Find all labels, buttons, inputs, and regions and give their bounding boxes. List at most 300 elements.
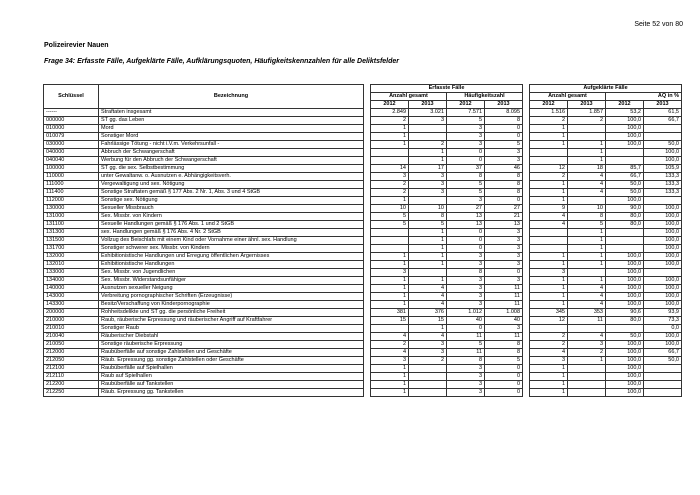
erfasst-2013-cell: 2 [409, 357, 447, 365]
hz-2013-cell: 0 [485, 125, 523, 133]
column-gap [523, 285, 530, 293]
aq-2012-cell: 100,0 [606, 261, 644, 269]
header-year: 2012 [606, 101, 644, 109]
aq-2013-cell [644, 373, 682, 381]
aufgeklaert-2013-cell: 1 [568, 277, 606, 285]
aufgeklaert-2012-cell: 9 [530, 205, 568, 213]
aufgeklaert-2013-cell: 11 [568, 317, 606, 325]
aq-2013-cell: 61,5 [644, 109, 682, 117]
erfasst-2013-cell: 17 [409, 165, 447, 173]
column-gap [523, 85, 530, 109]
aufgeklaert-2012-cell: 12 [530, 317, 568, 325]
aq-2013-cell: 133,3 [644, 189, 682, 197]
aq-2012-cell: 100,0 [606, 277, 644, 285]
aq-2013-cell: 133,3 [644, 181, 682, 189]
aufgeklaert-2013-cell: 4 [568, 333, 606, 341]
erfasst-2013-cell: 4 [409, 293, 447, 301]
erfasst-2012-cell: 4 [371, 333, 409, 341]
table-row [44, 349, 682, 357]
hz-2012-cell: 5 [447, 341, 485, 349]
hz-2013-cell: 0 [485, 389, 523, 397]
row-name-cell: Sex. Missbr. Widerstandsunfähiger [99, 277, 364, 285]
table-row [44, 197, 682, 205]
row-key-cell: 210050 [44, 341, 99, 349]
aufgeklaert-2013-cell: 1 [568, 261, 606, 269]
column-gap [364, 277, 371, 285]
column-gap [523, 277, 530, 285]
erfasst-2013-cell [409, 197, 447, 205]
aq-2013-cell [644, 133, 682, 141]
row-name-cell: Exhibitionistische Handlungen und Erregung öffentlichen Ärgernisses [99, 253, 364, 261]
row-key-cell: 131300 [44, 229, 99, 237]
aufgeklaert-2013-cell: 4 [568, 181, 606, 189]
erfasst-2013-cell [409, 373, 447, 381]
aufgeklaert-2012-cell: 1 [530, 125, 568, 133]
table-row [44, 365, 682, 373]
hz-2013-cell: 8 [485, 117, 523, 125]
column-gap [523, 141, 530, 149]
aufgeklaert-2012-cell [530, 325, 568, 333]
row-key-cell: 140000 [44, 285, 99, 293]
hz-2013-cell: 46 [485, 165, 523, 173]
column-gap [364, 261, 371, 269]
hz-2012-cell: 3 [447, 373, 485, 381]
column-gap [523, 149, 530, 157]
aq-2013-cell: 100,0 [644, 277, 682, 285]
erfasst-2013-cell: 1 [409, 245, 447, 253]
column-gap [523, 325, 530, 333]
aufgeklaert-2012-cell: 2 [530, 117, 568, 125]
column-gap [523, 133, 530, 141]
column-gap [364, 325, 371, 333]
table-row [44, 165, 682, 173]
aufgeklaert-2013-cell: 18 [568, 165, 606, 173]
row-key-cell: 131500 [44, 237, 99, 245]
hz-2013-cell: 11 [485, 301, 523, 309]
column-gap [364, 333, 371, 341]
row-key-cell: 130000 [44, 205, 99, 213]
table-row [44, 133, 682, 141]
aq-2013-cell [644, 389, 682, 397]
column-gap [364, 229, 371, 237]
aufgeklaert-2013-cell [568, 269, 606, 277]
aq-2013-cell: 100,0 [644, 229, 682, 237]
erfasst-2013-cell: 1 [409, 261, 447, 269]
aufgeklaert-2013-cell: 4 [568, 173, 606, 181]
hz-2012-cell: 3 [447, 285, 485, 293]
row-name-cell: Raubüberfälle auf Tankstellen [99, 381, 364, 389]
erfasst-2012-cell: 3 [371, 173, 409, 181]
row-name-cell: Raubüberfälle auf Spielhallen [99, 365, 364, 373]
hz-2012-cell: 27 [447, 205, 485, 213]
aq-2013-cell: 66,7 [644, 349, 682, 357]
hz-2013-cell: 5 [485, 357, 523, 365]
aq-2013-cell: 100,0 [644, 221, 682, 229]
hz-2012-cell: 0 [447, 157, 485, 165]
table-row [44, 389, 682, 397]
aufgeklaert-2013-cell: 10 [568, 205, 606, 213]
row-key-cell: 030000 [44, 141, 99, 149]
aufgeklaert-2013-cell: 2 [568, 349, 606, 357]
row-key-cell: 132000 [44, 253, 99, 261]
row-key-cell: 143300 [44, 301, 99, 309]
table-row [44, 285, 682, 293]
aq-2013-cell: 100,0 [644, 213, 682, 221]
erfasst-2013-cell: 3.021 [409, 109, 447, 117]
aufgeklaert-2012-cell: 1 [530, 285, 568, 293]
aq-2012-cell: 100,0 [606, 125, 644, 133]
aq-2012-cell: 100,0 [606, 301, 644, 309]
column-gap [364, 373, 371, 381]
table-caption: Frage 34: Erfasste Fälle, Aufgeklärte Fälle, Aufklärungsquoten, Häufigkeitskennzahlen für alle Deliktsfelder [44, 58, 400, 65]
erfasst-2013-cell [409, 125, 447, 133]
aufgeklaert-2012-cell: 4 [530, 221, 568, 229]
row-name-cell: sex. Handlungen gemäß § 176 Abs. 4 Nr. 2 StGB [99, 229, 364, 237]
aufgeklaert-2013-cell: 5 [568, 221, 606, 229]
aq-2012-cell: 50,0 [606, 181, 644, 189]
row-key-cell: ------ [44, 109, 99, 117]
aufgeklaert-2012-cell [530, 245, 568, 253]
erfasst-2013-cell: 3 [409, 349, 447, 357]
header-aq-percent: AQ in % [606, 93, 682, 101]
aufgeklaert-2012-cell: 1 [530, 189, 568, 197]
row-key-cell: 040000 [44, 149, 99, 157]
erfasst-2012-cell [371, 245, 409, 253]
hz-2013-cell: 27 [485, 205, 523, 213]
aufgeklaert-2012-cell: 4 [530, 349, 568, 357]
table-row [44, 109, 682, 117]
table-row [44, 125, 682, 133]
hz-2013-cell: 0 [485, 269, 523, 277]
aufgeklaert-2013-cell: 4 [568, 293, 606, 301]
hz-2013-cell: 3 [485, 149, 523, 157]
aq-2012-cell [606, 157, 644, 165]
aufgeklaert-2012-cell: 1 [530, 277, 568, 285]
column-gap [523, 317, 530, 325]
row-name-cell: Sonstige räuberische Erpressung [99, 341, 364, 349]
aufgeklaert-2013-cell: 1 [568, 229, 606, 237]
table-row [44, 317, 682, 325]
table-row [44, 341, 682, 349]
column-gap [523, 165, 530, 173]
erfasst-2013-cell: 1 [409, 277, 447, 285]
table-row [44, 373, 682, 381]
hz-2013-cell: 8 [485, 349, 523, 357]
hz-2013-cell: 3 [485, 253, 523, 261]
table-row [44, 245, 682, 253]
column-gap [364, 221, 371, 229]
hz-2012-cell: 37 [447, 165, 485, 173]
erfasst-2012-cell: 2.849 [371, 109, 409, 117]
row-name-cell: Sexueller Missbrauch [99, 205, 364, 213]
row-name-cell: Sonstige sex. Nötigung [99, 197, 364, 205]
table-row [44, 301, 682, 309]
table-row [44, 117, 682, 125]
row-key-cell: 131700 [44, 245, 99, 253]
table-row [44, 221, 682, 229]
table-row [44, 381, 682, 389]
row-name-cell: Räub. Erpressung gg. sonstige Zahlstellen oder Geschäfte [99, 357, 364, 365]
hz-2012-cell: 3 [447, 365, 485, 373]
erfasst-2012-cell: 1 [371, 253, 409, 261]
column-gap [364, 309, 371, 317]
row-name-cell: Sonstiger schwerer sex. Missbr. von Kindern [99, 245, 364, 253]
column-gap [364, 125, 371, 133]
row-key-cell: 212050 [44, 357, 99, 365]
aufgeklaert-2013-cell [568, 133, 606, 141]
erfasst-2012-cell [371, 237, 409, 245]
row-key-cell: 134000 [44, 277, 99, 285]
hz-2012-cell: 3 [447, 389, 485, 397]
erfasst-2012-cell [371, 157, 409, 165]
erfasst-2012-cell: 1 [371, 389, 409, 397]
aufgeklaert-2013-cell: 1 [568, 149, 606, 157]
column-gap [523, 181, 530, 189]
column-gap [523, 253, 530, 261]
header-haeufigkeitszahl: Häufigkeitszahl [447, 93, 523, 101]
hz-2013-cell: 8 [485, 341, 523, 349]
header-year: 2013 [644, 101, 682, 109]
table-row [44, 173, 682, 181]
aq-2012-cell: 100,0 [606, 357, 644, 365]
erfasst-2013-cell: 2 [409, 141, 447, 149]
column-gap [523, 293, 530, 301]
row-name-cell: Rohheitsdelikte und ST gg. die persönliche Freiheit [99, 309, 364, 317]
erfasst-2012-cell: 2 [371, 189, 409, 197]
hz-2012-cell: 3 [447, 253, 485, 261]
aufgeklaert-2012-cell: 3 [530, 269, 568, 277]
row-name-cell: Exhibitionistische Handlungen [99, 261, 364, 269]
table-row [44, 189, 682, 197]
column-gap [364, 237, 371, 245]
hz-2012-cell: 0 [447, 237, 485, 245]
aq-2013-cell [644, 125, 682, 133]
row-key-cell: 010000 [44, 125, 99, 133]
column-gap [523, 381, 530, 389]
column-gap [523, 109, 530, 117]
aq-2013-cell: 100,0 [644, 301, 682, 309]
aq-2012-cell [606, 325, 644, 333]
column-gap [364, 141, 371, 149]
aufgeklaert-2013-cell [568, 197, 606, 205]
aq-2013-cell: 0,0 [644, 325, 682, 333]
aufgeklaert-2012-cell: 1 [530, 253, 568, 261]
aq-2012-cell: 100,0 [606, 349, 644, 357]
column-gap [364, 205, 371, 213]
column-gap [523, 117, 530, 125]
table-row [44, 309, 682, 317]
column-gap [523, 373, 530, 381]
row-key-cell: 210040 [44, 333, 99, 341]
hz-2012-cell: 8 [447, 173, 485, 181]
table-row [44, 181, 682, 189]
hz-2013-cell: 3 [485, 277, 523, 285]
row-name-cell: ST gg. die sex. Selbstbestimmung [99, 165, 364, 173]
header-name: Bezeichnung [99, 85, 364, 109]
aufgeklaert-2012-cell: 2 [530, 173, 568, 181]
hz-2012-cell: 5 [447, 181, 485, 189]
column-gap [523, 237, 530, 245]
row-name-cell: Vollzug des Beischlafs mit einem Kind oder Vornahme einer ähnl. sex. Handlung [99, 237, 364, 245]
hz-2013-cell: 21 [485, 213, 523, 221]
table-row [44, 269, 682, 277]
table-row [44, 213, 682, 221]
erfasst-2012-cell: 2 [371, 117, 409, 125]
aufgeklaert-2012-cell: 3 [530, 357, 568, 365]
erfasst-2013-cell: 15 [409, 317, 447, 325]
hz-2012-cell: 3 [447, 293, 485, 301]
aq-2013-cell: 100,0 [644, 205, 682, 213]
aufgeklaert-2013-cell: 353 [568, 309, 606, 317]
column-gap [364, 85, 371, 109]
row-key-cell: 133000 [44, 269, 99, 277]
erfasst-2013-cell: 3 [409, 117, 447, 125]
aq-2013-cell: 100,0 [644, 333, 682, 341]
row-key-cell: 100000 [44, 165, 99, 173]
erfasst-2012-cell [371, 325, 409, 333]
erfasst-2013-cell: 1 [409, 149, 447, 157]
hz-2013-cell: 11 [485, 285, 523, 293]
table-row [44, 253, 682, 261]
row-name-cell: Sonstiger Mord [99, 133, 364, 141]
aufgeklaert-2012-cell [530, 229, 568, 237]
column-gap [364, 213, 371, 221]
erfasst-2012-cell: 1 [371, 125, 409, 133]
hz-2013-cell: 3 [485, 237, 523, 245]
erfasst-2013-cell: 1 [409, 229, 447, 237]
row-key-cell: 111400 [44, 189, 99, 197]
header-key: Schlüssel [44, 85, 99, 109]
header-year: 2012 [530, 101, 568, 109]
hz-2012-cell: 13 [447, 213, 485, 221]
aufgeklaert-2012-cell: 1 [530, 373, 568, 381]
erfasst-2012-cell: 1 [371, 133, 409, 141]
hz-2012-cell: 3 [447, 261, 485, 269]
aq-2012-cell: 80,0 [606, 213, 644, 221]
row-key-cell: 000000 [44, 117, 99, 125]
column-gap [523, 309, 530, 317]
aq-2013-cell: 100,0 [644, 237, 682, 245]
column-gap [364, 173, 371, 181]
table-row [44, 229, 682, 237]
aq-2013-cell: 50,0 [644, 141, 682, 149]
row-key-cell: 200000 [44, 309, 99, 317]
aufgeklaert-2013-cell: 8 [568, 213, 606, 221]
row-key-cell: 212250 [44, 389, 99, 397]
header-aufgeklaerte-faelle: Aufgeklärte Fälle [530, 85, 682, 93]
aufgeklaert-2012-cell: 1 [530, 197, 568, 205]
aufgeklaert-2012-cell: 12 [530, 165, 568, 173]
header-year: 2013 [485, 101, 523, 109]
aufgeklaert-2012-cell: 1 [530, 133, 568, 141]
column-gap [364, 365, 371, 373]
column-gap [364, 189, 371, 197]
hz-2012-cell: 8 [447, 269, 485, 277]
column-gap [364, 381, 371, 389]
aq-2012-cell: 100,0 [606, 117, 644, 125]
column-gap [364, 157, 371, 165]
station-title: Polizeirevier Nauen [44, 42, 109, 49]
hz-2013-cell: 3 [485, 229, 523, 237]
aufgeklaert-2013-cell: 2 [568, 117, 606, 125]
hz-2013-cell: 11 [485, 333, 523, 341]
erfasst-2012-cell [371, 229, 409, 237]
erfasst-2013-cell [409, 381, 447, 389]
erfasst-2013-cell [409, 269, 447, 277]
header-anzahl-gesamt-aufgeklaert: Anzahl gesamt [530, 93, 606, 101]
aufgeklaert-2013-cell: 4 [568, 189, 606, 197]
aq-2012-cell [606, 245, 644, 253]
aq-2013-cell: 100,0 [644, 149, 682, 157]
page-number: Seite 52 von 80 [634, 21, 683, 28]
aufgeklaert-2012-cell: 4 [530, 213, 568, 221]
aq-2012-cell: 50,0 [606, 333, 644, 341]
column-gap [523, 389, 530, 397]
hz-2013-cell: 11 [485, 293, 523, 301]
header-year: 2013 [568, 101, 606, 109]
table-row [44, 157, 682, 165]
hz-2012-cell: 3 [447, 125, 485, 133]
hz-2013-cell: 40 [485, 317, 523, 325]
erfasst-2013-cell: 3 [409, 173, 447, 181]
aufgeklaert-2012-cell [530, 237, 568, 245]
aq-2012-cell: 100,0 [606, 293, 644, 301]
row-name-cell: Sex. Missbr. von Jugendlichen [99, 269, 364, 277]
hz-2012-cell: 13 [447, 221, 485, 229]
erfasst-2012-cell: 4 [371, 349, 409, 357]
crime-statistics-table [43, 84, 682, 397]
aufgeklaert-2012-cell [530, 149, 568, 157]
hz-2012-cell: 0 [447, 325, 485, 333]
aufgeklaert-2013-cell [568, 365, 606, 373]
table-row [44, 149, 682, 157]
erfasst-2012-cell: 3 [371, 269, 409, 277]
column-gap [523, 205, 530, 213]
aq-2013-cell: 66,7 [644, 117, 682, 125]
column-gap [364, 245, 371, 253]
row-name-cell: Sexuelle Handlungen gemäß § 176 Abs. 1 und 2 StGB [99, 221, 364, 229]
table-row [44, 237, 682, 245]
column-gap [523, 229, 530, 237]
aufgeklaert-2013-cell: 1 [568, 245, 606, 253]
column-gap [364, 197, 371, 205]
erfasst-2012-cell: 14 [371, 165, 409, 173]
column-gap [523, 213, 530, 221]
aq-2013-cell: 100,0 [644, 253, 682, 261]
hz-2012-cell: 1.012 [447, 309, 485, 317]
aufgeklaert-2013-cell [568, 325, 606, 333]
header-erfasste-faelle: Erfasste Fälle [371, 85, 523, 93]
aq-2013-cell: 100,0 [644, 261, 682, 269]
table-row [44, 333, 682, 341]
hz-2012-cell: 0 [447, 229, 485, 237]
aufgeklaert-2012-cell: 1 [530, 261, 568, 269]
hz-2012-cell: 8 [447, 357, 485, 365]
aq-2012-cell [606, 237, 644, 245]
column-gap [523, 269, 530, 277]
erfasst-2012-cell: 1 [371, 365, 409, 373]
erfasst-2013-cell [409, 133, 447, 141]
erfasst-2012-cell: 1 [371, 293, 409, 301]
row-key-cell: 111000 [44, 181, 99, 189]
aufgeklaert-2013-cell: 1 [568, 141, 606, 149]
hz-2013-cell: 8.095 [485, 109, 523, 117]
aufgeklaert-2013-cell: 1 [568, 357, 606, 365]
erfasst-2013-cell [409, 389, 447, 397]
column-gap [523, 197, 530, 205]
header-year: 2012 [371, 101, 409, 109]
column-gap [364, 357, 371, 365]
